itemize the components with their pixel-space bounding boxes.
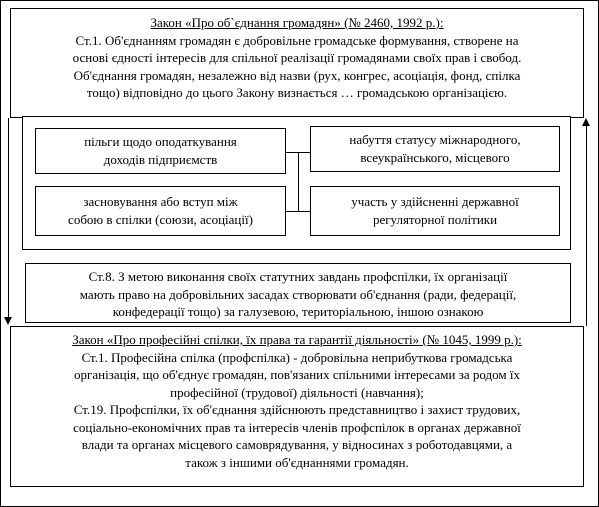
connector-vertical bbox=[298, 152, 299, 212]
right-arrow-up-icon bbox=[582, 118, 590, 126]
left-arrow-down-icon bbox=[4, 317, 12, 325]
law2-line-3: професійної (трудової) діяльності (навчання); bbox=[170, 384, 424, 400]
art8-line-1: Ст.8. З метою виконання своїх статутних завдань профспілки, їх організації bbox=[88, 269, 508, 284]
right-regulatory-line-2: регуляторної політики bbox=[372, 211, 498, 227]
right-tax-benefits-line-2: доходів підприємств bbox=[103, 151, 218, 167]
art8-line-2: мають право на добровільних засадах створювати об'єднання (ради, федерації, bbox=[79, 286, 517, 302]
right-status-text bbox=[310, 131, 560, 166]
right-status-line-1: набуття статусу міжнародного, bbox=[349, 132, 521, 147]
connector-top-right bbox=[298, 152, 310, 153]
law1-line-4: тощо) відповідно до цього Закону визнається … громадською організацією. bbox=[86, 85, 508, 100]
connector-bottom-left bbox=[286, 211, 298, 212]
law1-line-1: Ст.1. Об'єднанням громадян є добровільне громадське формування, створене на bbox=[75, 32, 519, 48]
right-regulatory-text bbox=[310, 193, 560, 228]
law2-line-5: соціально-економічних прав та інтересів членів профспілок в органах державної bbox=[73, 419, 521, 435]
law2-line-6: влади та органах місцевого самоврядування, у відносинах з роботодавцями, а bbox=[81, 437, 513, 452]
connector-top-left bbox=[286, 152, 298, 153]
law2-title: Закон «Про професійні спілки, їх права та гарантії діяльності» (№ 1045, 1999 р.): bbox=[72, 332, 522, 347]
right-unions-line-2: собою в спілки (союзи, асоціації) bbox=[68, 211, 253, 227]
art8-text bbox=[25, 268, 571, 321]
right-arrow-line bbox=[586, 125, 587, 326]
right-unions-text bbox=[35, 193, 286, 228]
law2-line-4: Ст.19. Профспілки, їх об'єднання здійснюють представництво і захист трудових, bbox=[73, 402, 521, 417]
law1-line-3: Об'єднання громадян, незалежно від назви (рух, конгрес, асоціація, фонд, спілка bbox=[73, 67, 521, 83]
right-tax-benefits-line-1: пільги щодо оподаткування bbox=[84, 134, 237, 149]
art8-line-3: конфедерації тощо) за галузевою, територіальною, іншою ознакою bbox=[112, 304, 484, 319]
right-unions-line-1: засновування або вступ між bbox=[83, 194, 238, 209]
law2-line-1: Ст.1. Професійна спілка (профспілка) - добровільна неприбуткова громадська bbox=[81, 349, 513, 365]
right-regulatory-line-1: участь у здійсненні державної bbox=[351, 194, 519, 209]
connector-bottom-right bbox=[298, 211, 310, 212]
law2-line-7: також з іншими об'єднаннями громадян. bbox=[185, 454, 409, 470]
right-status-line-2: всеукраїнського, місцевого bbox=[360, 149, 510, 165]
left-arrow-line bbox=[8, 118, 9, 318]
law2-line-2: організація, що об'єднує громадян, пов'язаних спільними інтересами за родом їх bbox=[74, 367, 520, 382]
law2-text bbox=[10, 331, 584, 471]
law1-title: Закон «Про об`єднання громадян» (№ 2460, 1992 р.): bbox=[150, 15, 444, 30]
law1-text bbox=[10, 14, 584, 102]
law1-line-2: основі єдності інтересів для спільної реалізації громадянами своїх прав і свобод. bbox=[72, 50, 522, 65]
right-tax-benefits-text bbox=[35, 133, 286, 168]
